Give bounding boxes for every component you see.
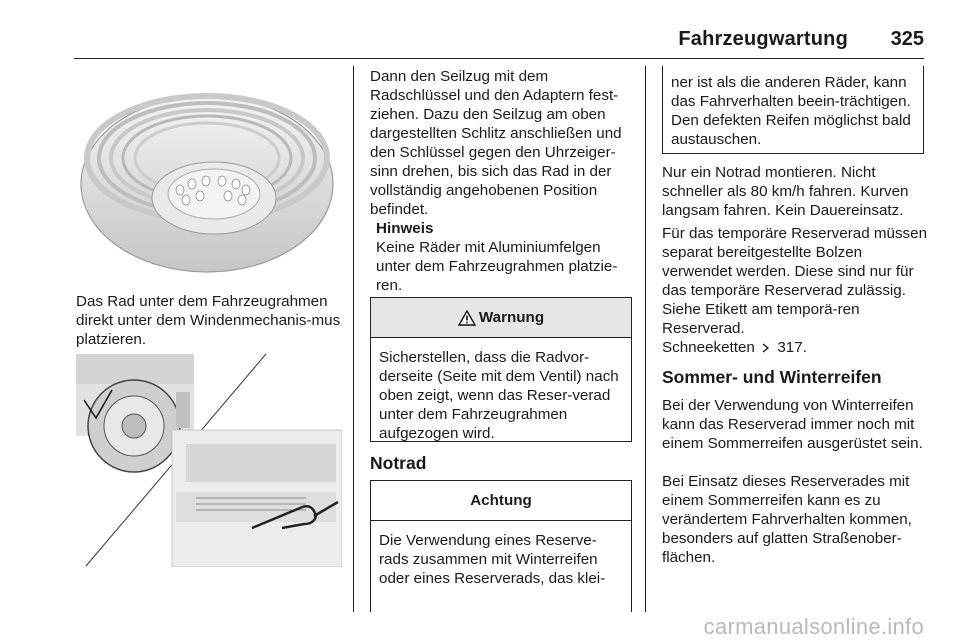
warning-text: Sicherstellen, dass die Radvor-derseite (Seite mit dem Ventil) nach oben zeigt, wenn das Reser-verad unter dem Fahrzeugrahmen aufgezogen wird.: [379, 349, 619, 442]
caution-text: Die Verwendung eines Reserve-rads zusammen mit Winterreifen oder eines Reserverads, das klei-: [379, 532, 606, 587]
paragraph-instructions: Dann den Seilzug mit dem Radschlüssel und den Adaptern fest-ziehen. Dazu den Seilzug am oben dargestellten Schlitz anschließen und den Schlüssel gegen den Uhrzeiger-sinn drehen, bis sich das Rad in der vollständig angehobenen Position befindet.: [370, 68, 622, 218]
spare-wheel-illustration: [76, 66, 338, 278]
page-reference-icon: [761, 343, 771, 353]
snow-chains-label: Schneeketten: [662, 339, 755, 356]
heading-summer-winter-tyres: Sommer- und Winterreifen: [662, 367, 882, 387]
caution-box-continued: [662, 66, 924, 154]
paragraph-bolts: Für das temporäre Reserverad müssen separat bereitgestellte Bolzen verwendet werden. Diese sind nur für das temporäre Reserverad zulässig. Siehe Etikett am temporä-ren Reserverad.: [662, 225, 928, 337]
snow-chains-page-ref[interactable]: 317.: [777, 339, 807, 356]
caution-title: Achtung: [470, 492, 532, 509]
figure-caption: Das Rad unter dem Fahrzeugrahmen direkt unter dem Windenmechanis-mus platzieren.: [76, 293, 341, 348]
note-block: [376, 219, 632, 295]
heading-notrad: Notrad: [370, 453, 427, 473]
page-number: 325: [890, 28, 924, 50]
watermark: carmanualsonline.info: [703, 614, 924, 639]
paragraph-snow-chains: [662, 338, 928, 357]
caution-box: [370, 480, 632, 612]
header-rule: [74, 58, 924, 59]
caution-continued-text: ner ist als die anderen Räder, kann das Fahrverhalten beein-trächtigen. Den defekten Reifen möglichst bald austauschen.: [671, 74, 911, 148]
winch-mechanism-illustration: [76, 352, 342, 567]
warning-triangle-icon: [458, 310, 476, 326]
column-divider-2: [645, 66, 646, 612]
page-header: [0, 22, 960, 58]
paragraph-winter-tyres: Bei der Verwendung von Winterreifen kann das Reserverad immer noch mit einem Sommerreifen ausgerüstet sein.: [662, 397, 923, 452]
column-divider-1: [353, 66, 354, 612]
paragraph-handling: Bei Einsatz dieses Reserverades mit einem Sommerreifen kann es zu verändertem Fahrverhalten kommen, besonders auf glatten Straßenober-flächen.: [662, 473, 912, 566]
section-title: Fahrzeugwartung: [678, 28, 848, 50]
note-title: Hinweis: [376, 220, 434, 237]
warning-box: [370, 297, 632, 442]
warning-title: Warnung: [478, 309, 545, 326]
paragraph-emergency-wheel: Nur ein Notrad montieren. Nicht schneller als 80 km/h fahren. Kurven langsam fahren. Kein Dauereinsatz.: [662, 164, 909, 219]
warning-header: [371, 298, 631, 338]
caution-header: [371, 481, 631, 521]
note-text: Keine Räder mit Aluminiumfelgen unter dem Fahrzeugrahmen platzie-ren.: [376, 239, 618, 294]
